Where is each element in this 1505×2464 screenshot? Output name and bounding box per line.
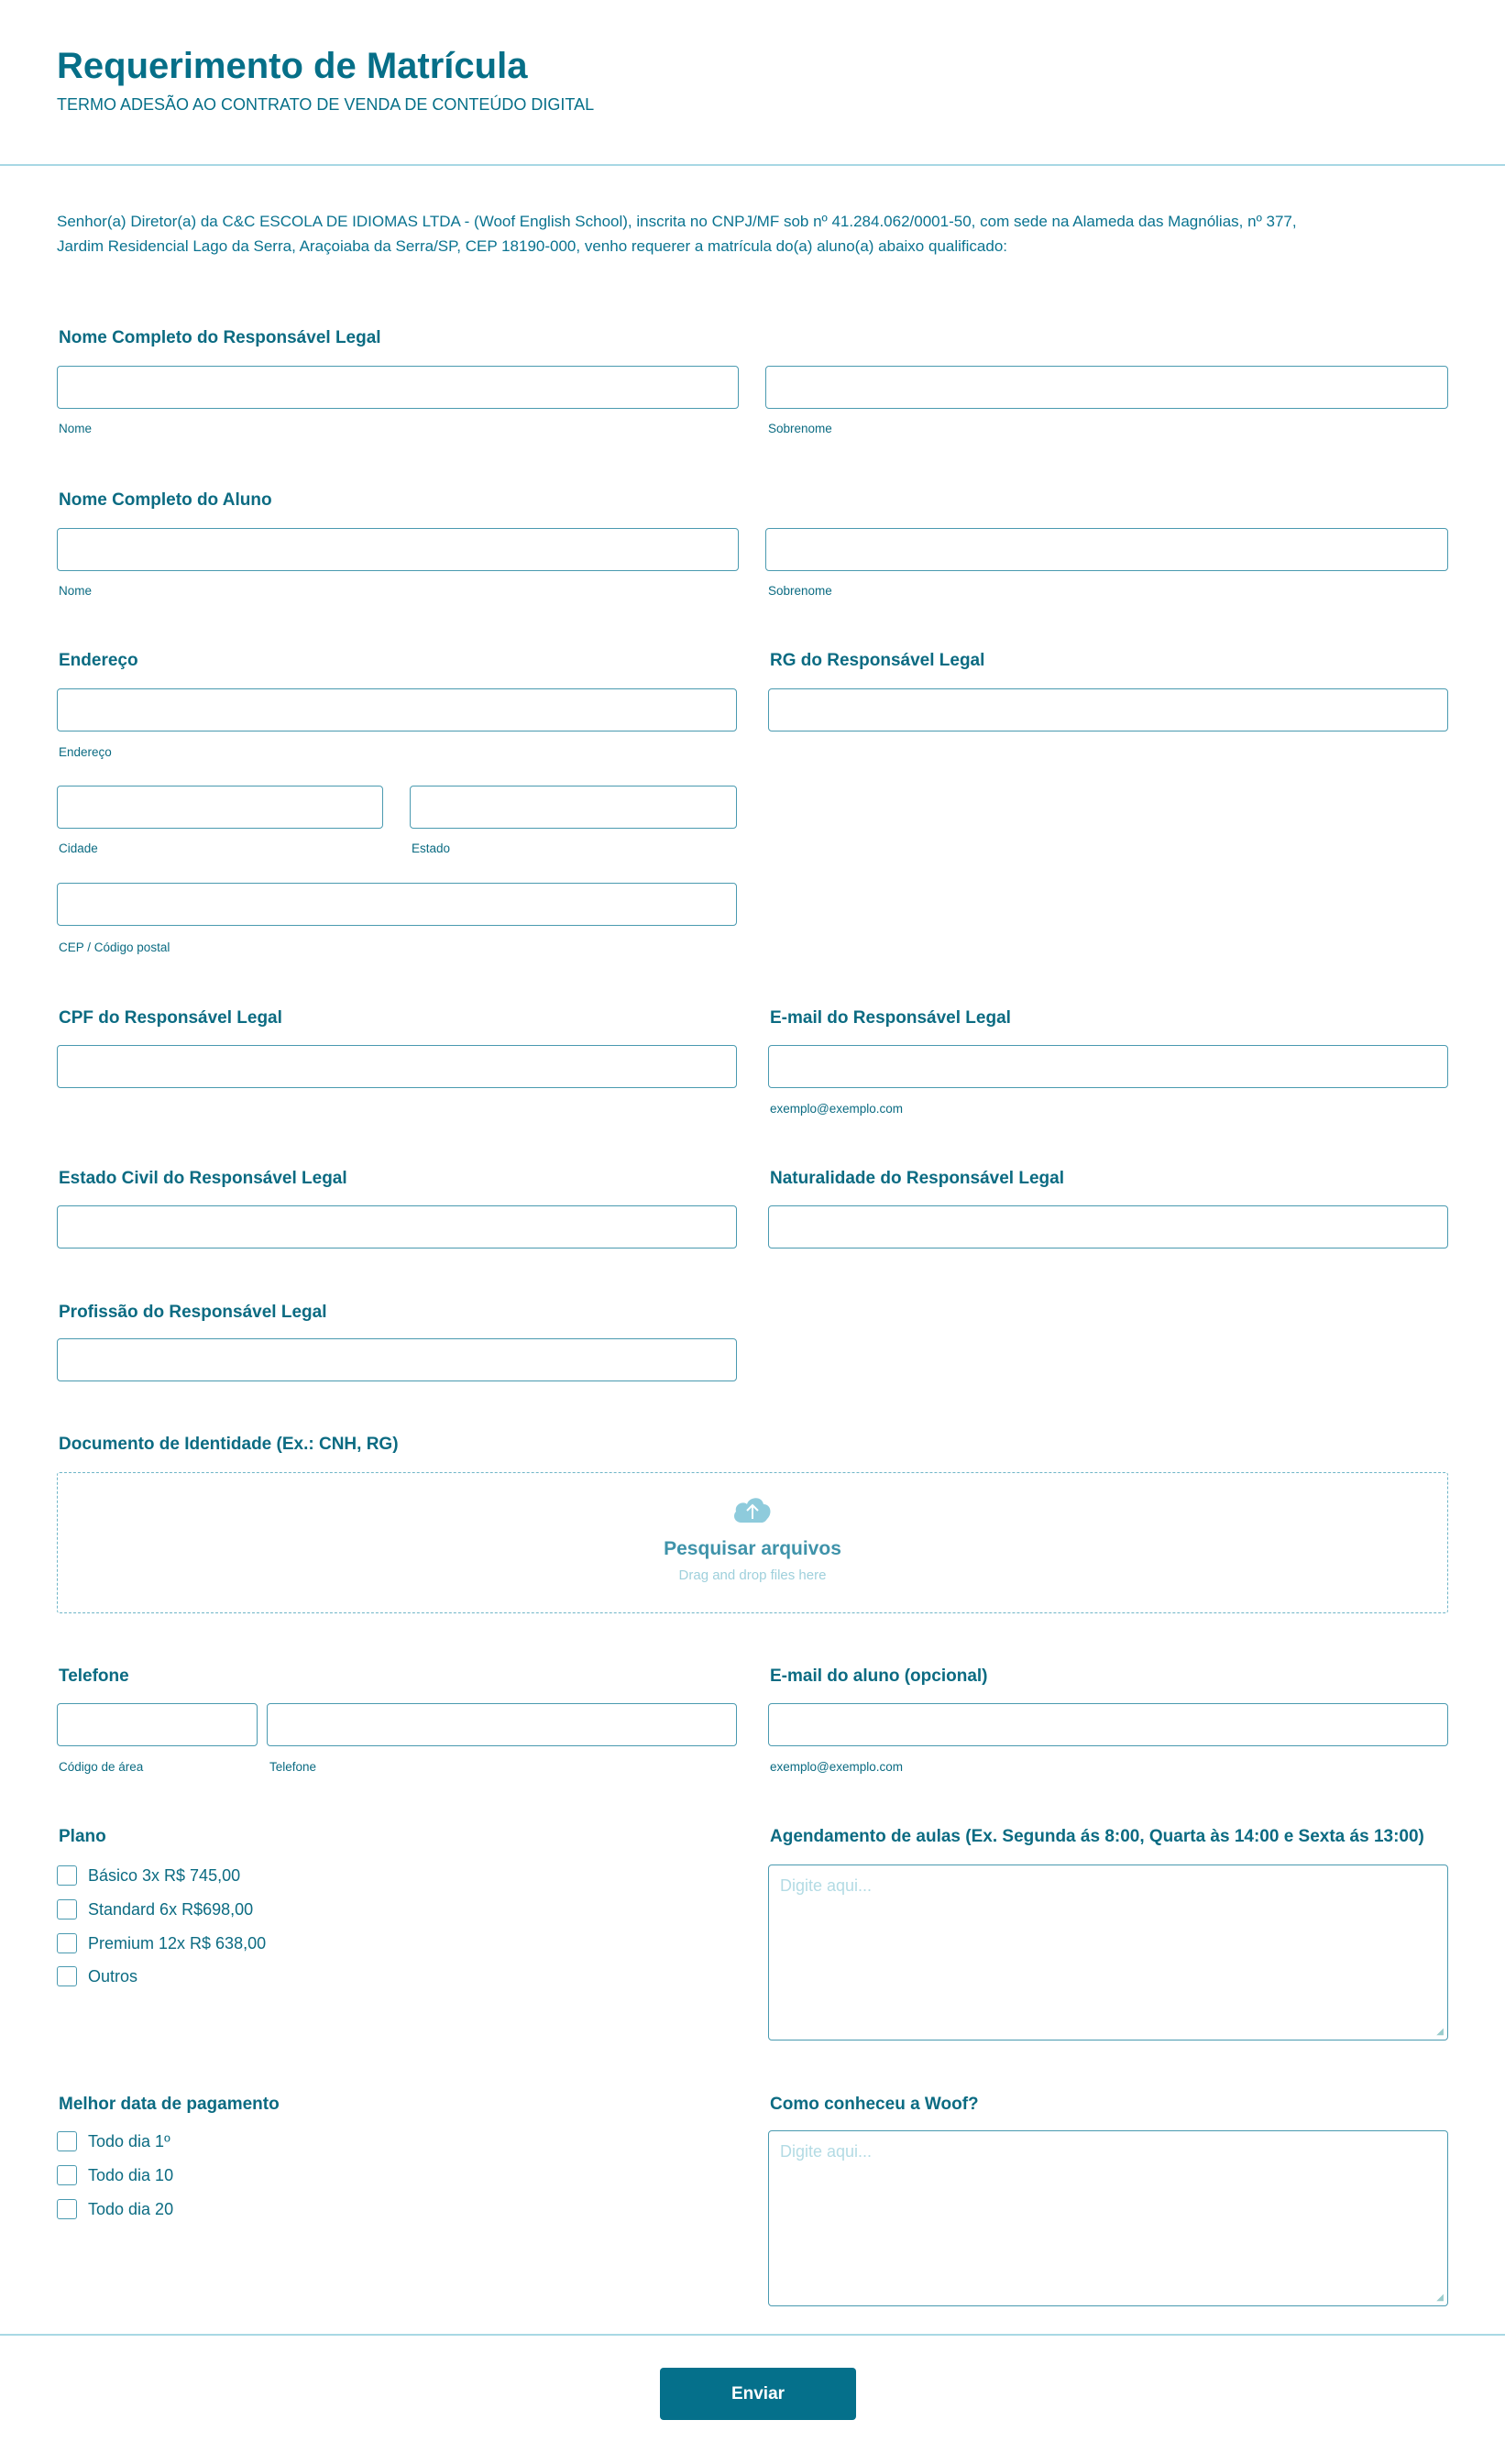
email-responsavel-input[interactable] [768,1045,1448,1088]
pagamento-option-20[interactable] [57,2199,173,2219]
aluno-first-name-input[interactable] [57,528,739,571]
intro-text [57,209,1450,258]
agendamento-label: Agendamento de aulas (Ex. Segunda ás 8:00, Quarta às 14:00 e Sexta ás 13:00) [770,1827,1424,1846]
resize-handle-icon[interactable]: ◢ [1436,2027,1444,2037]
agendamento-textarea[interactable] [768,1864,1448,2040]
option-label: Todo dia 1º [88,2131,170,2150]
email-aluno-sublabel: exemplo@exemplo.com [770,1760,904,1774]
aluno-last-name-input[interactable] [765,528,1448,571]
pagamento-option-1[interactable] [57,2131,170,2151]
endereco-state-input[interactable] [410,786,737,829]
rg-input[interactable] [768,688,1448,732]
page-subtitle: TERMO ADESÃO AO CONTRATO DE VENDA DE CONTEÚDO DIGITAL [57,95,595,114]
intro-line-1: Senhor(a) Diretor(a) da C&C ESCOLA DE IDIOMAS LTDA - (Woof English School), inscrita no CNPJ/MF sob nº 41.284.062/0001-50, com sede na Alameda das Magnólias, nº 377, [57,213,1297,230]
footer-divider [0,2334,1505,2336]
responsavel-last-name-input[interactable] [765,366,1448,409]
plano-option-premium[interactable] [57,1933,266,1953]
responsavel-label: Nome Completo do Responsável Legal [59,328,381,347]
plano-option-basico[interactable] [57,1865,240,1886]
cloud-upload-icon [731,1493,774,1524]
endereco-label: Endereço [59,651,138,670]
plano-option-outros[interactable] [57,1966,137,1986]
telefone-label: Telefone [59,1666,129,1686]
option-label: Todo dia 20 [88,2199,174,2218]
endereco-street-sublabel: Endereço [59,745,112,759]
checkbox[interactable] [57,1865,77,1886]
checkbox[interactable] [57,1899,77,1920]
aluno-first-sublabel: Nome [59,584,93,598]
option-label: Outros [88,1966,138,1986]
cpf-input[interactable] [57,1045,737,1088]
rg-label: RG do Responsável Legal [770,651,985,670]
naturalidade-input[interactable] [768,1205,1448,1248]
option-label: Básico 3x R$ 745,00 [88,1865,241,1885]
endereco-city-sublabel: Cidade [59,842,98,855]
responsavel-last-sublabel: Sobrenome [768,422,832,435]
plano-label: Plano [59,1827,106,1846]
endereco-city-input[interactable] [57,786,383,829]
phone-number-input[interactable] [267,1703,737,1746]
como-conheceu-textarea[interactable] [768,2130,1448,2306]
intro-line-2: Jardim Residencial Lago da Serra, Araçoiaba da Serra/SP, CEP 18190-000, venho requerer a matrícula do(a) aluno(a) abaixo qualificado: [57,237,1007,255]
aluno-label: Nome Completo do Aluno [59,490,272,510]
agendamento-placeholder: Digite aqui... [780,1876,873,1895]
plano-option-standard[interactable] [57,1899,253,1920]
checkbox[interactable] [57,1933,77,1953]
page-title: Requerimento de Matrícula [57,46,528,86]
checkbox[interactable] [57,2131,77,2151]
checkbox[interactable] [57,1966,77,1986]
aluno-last-sublabel: Sobrenome [768,584,832,598]
area-code-sublabel: Código de área [59,1760,144,1774]
naturalidade-label: Naturalidade do Responsável Legal [770,1169,1064,1188]
area-code-input[interactable] [57,1703,258,1746]
endereco-zip-input[interactable] [57,883,737,926]
email-aluno-input[interactable] [768,1703,1448,1746]
email-aluno-label: E-mail do aluno (opcional) [770,1666,988,1686]
drag-drop-hint: Drag and drop files here [678,1568,827,1583]
pagamento-option-10[interactable] [57,2165,173,2185]
profissao-input[interactable] [57,1338,737,1381]
como-conheceu-label: Como conheceu a Woof? [770,2095,979,2114]
checkbox[interactable] [57,2199,77,2219]
email-responsavel-label: E-mail do Responsável Legal [770,1008,1011,1028]
endereco-zip-sublabel: CEP / Código postal [59,940,170,954]
estado-civil-label: Estado Civil do Responsável Legal [59,1169,347,1188]
checkbox[interactable] [57,2165,77,2185]
responsavel-first-name-input[interactable] [57,366,739,409]
resize-handle-icon[interactable]: ◢ [1436,2293,1444,2303]
responsavel-first-sublabel: Nome [59,422,93,435]
option-label: Standard 6x R$698,00 [88,1899,254,1919]
header-divider [0,164,1505,166]
email-responsavel-sublabel: exemplo@exemplo.com [770,1102,904,1116]
browse-files-link[interactable]: Pesquisar arquivos [664,1538,841,1559]
phone-sublabel: Telefone [269,1760,317,1774]
como-conheceu-placeholder: Digite aqui... [780,2142,873,2161]
option-label: Todo dia 10 [88,2165,174,2184]
endereco-street-input[interactable] [57,688,737,732]
cpf-label: CPF do Responsável Legal [59,1008,282,1028]
file-dropzone[interactable] [57,1472,1448,1613]
submit-button[interactable]: Enviar [660,2368,856,2420]
option-label: Premium 12x R$ 638,00 [88,1933,267,1952]
endereco-state-sublabel: Estado [412,842,451,855]
estado-civil-input[interactable] [57,1205,737,1248]
documento-label: Documento de Identidade (Ex.: CNH, RG) [59,1435,399,1454]
profissao-label: Profissão do Responsável Legal [59,1303,327,1322]
pagamento-label: Melhor data de pagamento [59,2095,280,2114]
